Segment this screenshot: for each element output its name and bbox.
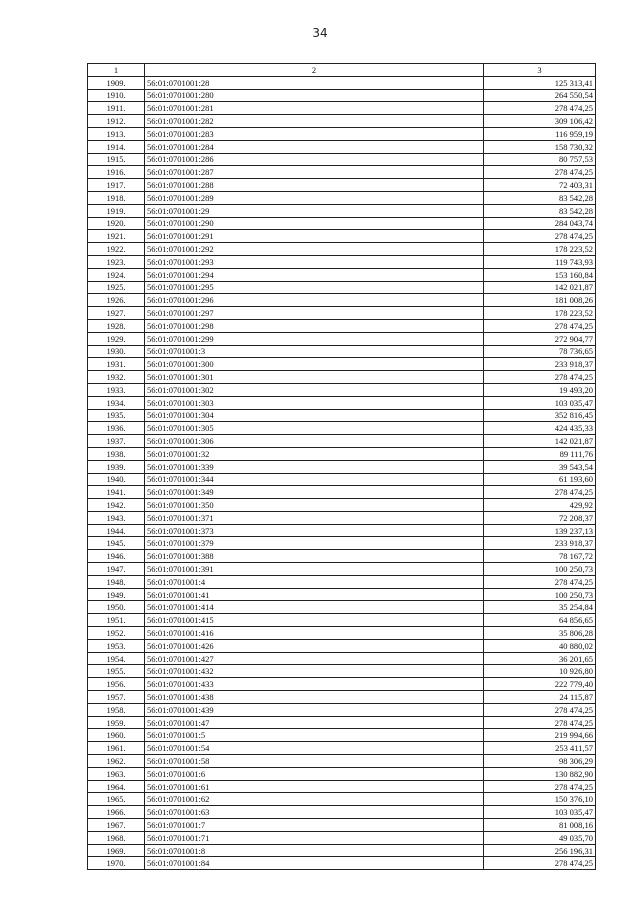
row-number-cell: 1970. — [88, 857, 145, 870]
value-cell: 19 493,20 — [484, 383, 596, 396]
value-cell: 78 167,72 — [484, 550, 596, 563]
row-number-cell: 1921. — [88, 230, 145, 243]
table-row — [88, 319, 596, 332]
row-number-cell: 1940. — [88, 473, 145, 486]
value-cell: 80 757,53 — [484, 153, 596, 166]
cadastral-number-cell: 56:01:0701001:292 — [145, 243, 484, 256]
table-row — [88, 627, 596, 640]
row-number-cell: 1928. — [88, 319, 145, 332]
row-number-cell: 1953. — [88, 639, 145, 652]
row-number-cell: 1957. — [88, 691, 145, 704]
table-row — [88, 844, 596, 857]
table-row — [88, 396, 596, 409]
row-number-cell: 1965. — [88, 793, 145, 806]
table-row — [88, 140, 596, 153]
table-row — [88, 294, 596, 307]
row-number-cell: 1969. — [88, 844, 145, 857]
table-row — [88, 793, 596, 806]
row-number-cell: 1946. — [88, 550, 145, 563]
value-cell: 98 306,29 — [484, 755, 596, 768]
table-row — [88, 652, 596, 665]
value-cell: 424 435,33 — [484, 422, 596, 435]
table-row — [88, 447, 596, 460]
value-cell: 72 403,31 — [484, 179, 596, 192]
cadastral-number-cell: 56:01:0701001:6 — [145, 767, 484, 780]
row-number-cell: 1968. — [88, 831, 145, 844]
row-number-cell: 1924. — [88, 268, 145, 281]
value-cell: 178 223,52 — [484, 243, 596, 256]
table-row — [88, 345, 596, 358]
row-number-cell: 1934. — [88, 396, 145, 409]
table-row — [88, 435, 596, 448]
value-cell: 352 816,45 — [484, 409, 596, 422]
value-cell: 278 474,25 — [484, 857, 596, 870]
column-header-1: 1 — [88, 64, 145, 77]
cadastral-number-cell: 56:01:0701001:426 — [145, 639, 484, 652]
value-cell: 103 035,47 — [484, 806, 596, 819]
row-number-cell: 1966. — [88, 806, 145, 819]
table-row — [88, 601, 596, 614]
value-cell: 89 111,76 — [484, 447, 596, 460]
value-cell: 278 474,25 — [484, 716, 596, 729]
table-row — [88, 153, 596, 166]
table-row — [88, 819, 596, 832]
cadastral-number-cell: 56:01:0701001:302 — [145, 383, 484, 396]
row-number-cell: 1912. — [88, 115, 145, 128]
cadastral-number-cell: 56:01:0701001:415 — [145, 614, 484, 627]
value-cell: 83 542,28 — [484, 191, 596, 204]
cadastral-number-cell: 56:01:0701001:414 — [145, 601, 484, 614]
table-row — [88, 511, 596, 524]
table-row — [88, 806, 596, 819]
cadastral-number-cell: 56:01:0701001:29 — [145, 204, 484, 217]
cadastral-number-cell: 56:01:0701001:291 — [145, 230, 484, 243]
value-cell: 253 411,57 — [484, 742, 596, 755]
table-row — [88, 639, 596, 652]
value-cell: 49 035,70 — [484, 831, 596, 844]
cadastral-number-cell: 56:01:0701001:432 — [145, 665, 484, 678]
row-number-cell: 1927. — [88, 307, 145, 320]
row-number-cell: 1963. — [88, 767, 145, 780]
value-cell: 39 543,54 — [484, 460, 596, 473]
table-row — [88, 268, 596, 281]
value-cell: 309 106,42 — [484, 115, 596, 128]
cadastral-number-cell: 56:01:0701001:379 — [145, 537, 484, 550]
value-cell: 103 035,47 — [484, 396, 596, 409]
table-row — [88, 255, 596, 268]
row-number-cell: 1936. — [88, 422, 145, 435]
table-row — [88, 537, 596, 550]
value-cell: 100 250,73 — [484, 563, 596, 576]
row-number-cell: 1918. — [88, 191, 145, 204]
table-row — [88, 115, 596, 128]
table-row — [88, 703, 596, 716]
table-row — [88, 243, 596, 256]
cadastral-number-cell: 56:01:0701001:349 — [145, 486, 484, 499]
cadastral-number-cell: 56:01:0701001:7 — [145, 819, 484, 832]
value-cell: 150 376,10 — [484, 793, 596, 806]
cadastral-number-cell: 56:01:0701001:284 — [145, 140, 484, 153]
cadastral-number-cell: 56:01:0701001:298 — [145, 319, 484, 332]
table-row — [88, 831, 596, 844]
table-row — [88, 563, 596, 576]
cadastral-number-cell: 56:01:0701001:293 — [145, 255, 484, 268]
row-number-cell: 1945. — [88, 537, 145, 550]
table-row — [88, 307, 596, 320]
table-row — [88, 217, 596, 230]
row-number-cell: 1925. — [88, 281, 145, 294]
value-cell: 158 730,32 — [484, 140, 596, 153]
value-cell: 233 918,37 — [484, 537, 596, 550]
value-cell: 64 856,65 — [484, 614, 596, 627]
value-cell: 222 779,40 — [484, 678, 596, 691]
value-cell: 278 474,25 — [484, 575, 596, 588]
cadastral-number-cell: 56:01:0701001:287 — [145, 166, 484, 179]
row-number-cell: 1949. — [88, 588, 145, 601]
cadastral-number-cell: 56:01:0701001:61 — [145, 780, 484, 793]
value-cell: 278 474,25 — [484, 486, 596, 499]
table-row — [88, 729, 596, 742]
cadastral-number-cell: 56:01:0701001:290 — [145, 217, 484, 230]
cadastral-number-cell: 56:01:0701001:54 — [145, 742, 484, 755]
table-row — [88, 473, 596, 486]
page-number: 34 — [312, 26, 328, 40]
row-number-cell: 1958. — [88, 703, 145, 716]
value-cell: 78 736,65 — [484, 345, 596, 358]
cadastral-number-cell: 56:01:0701001:295 — [145, 281, 484, 294]
row-number-cell: 1955. — [88, 665, 145, 678]
table-row — [88, 76, 596, 89]
value-cell: 130 882,90 — [484, 767, 596, 780]
table-row — [88, 332, 596, 345]
row-number-cell: 1931. — [88, 358, 145, 371]
row-number-cell: 1917. — [88, 179, 145, 192]
cadastral-number-cell: 56:01:0701001:388 — [145, 550, 484, 563]
cadastral-value-table — [87, 63, 596, 870]
row-number-cell: 1916. — [88, 166, 145, 179]
cadastral-number-cell: 56:01:0701001:283 — [145, 127, 484, 140]
cadastral-number-cell: 56:01:0701001:306 — [145, 435, 484, 448]
value-cell: 72 208,37 — [484, 511, 596, 524]
row-number-cell: 1913. — [88, 127, 145, 140]
table-row — [88, 89, 596, 102]
table-row — [88, 575, 596, 588]
cadastral-number-cell: 56:01:0701001:438 — [145, 691, 484, 704]
row-number-cell: 1956. — [88, 678, 145, 691]
cadastral-number-cell: 56:01:0701001:62 — [145, 793, 484, 806]
value-cell: 61 193,60 — [484, 473, 596, 486]
cadastral-number-cell: 56:01:0701001:28 — [145, 76, 484, 89]
table-row — [88, 550, 596, 563]
table-row — [88, 742, 596, 755]
table-row — [88, 691, 596, 704]
cadastral-number-cell: 56:01:0701001:297 — [145, 307, 484, 320]
row-number-cell: 1960. — [88, 729, 145, 742]
row-number-cell: 1911. — [88, 102, 145, 115]
cadastral-number-cell: 56:01:0701001:305 — [145, 422, 484, 435]
cadastral-number-cell: 56:01:0701001:32 — [145, 447, 484, 460]
table-row — [88, 499, 596, 512]
table-row — [88, 716, 596, 729]
row-number-cell: 1941. — [88, 486, 145, 499]
value-cell: 278 474,25 — [484, 102, 596, 115]
row-number-cell: 1933. — [88, 383, 145, 396]
row-number-cell: 1938. — [88, 447, 145, 460]
table-row — [88, 755, 596, 768]
value-cell: 278 474,25 — [484, 780, 596, 793]
cadastral-number-cell: 56:01:0701001:282 — [145, 115, 484, 128]
table-row — [88, 678, 596, 691]
cadastral-number-cell: 56:01:0701001:8 — [145, 844, 484, 857]
cadastral-number-cell: 56:01:0701001:280 — [145, 89, 484, 102]
table-row — [88, 102, 596, 115]
cadastral-number-cell: 56:01:0701001:301 — [145, 371, 484, 384]
cadastral-number-cell: 56:01:0701001:5 — [145, 729, 484, 742]
row-number-cell: 1942. — [88, 499, 145, 512]
row-number-cell: 1947. — [88, 563, 145, 576]
cadastral-number-cell: 56:01:0701001:304 — [145, 409, 484, 422]
table-row — [88, 588, 596, 601]
row-number-cell: 1939. — [88, 460, 145, 473]
value-cell: 429,92 — [484, 499, 596, 512]
row-number-cell: 1920. — [88, 217, 145, 230]
table-row — [88, 767, 596, 780]
cadastral-number-cell: 56:01:0701001:299 — [145, 332, 484, 345]
row-number-cell: 1959. — [88, 716, 145, 729]
value-cell: 81 008,16 — [484, 819, 596, 832]
value-cell: 278 474,25 — [484, 703, 596, 716]
row-number-cell: 1909. — [88, 76, 145, 89]
cadastral-number-cell: 56:01:0701001:58 — [145, 755, 484, 768]
cadastral-number-cell: 56:01:0701001:288 — [145, 179, 484, 192]
value-cell: 116 959,19 — [484, 127, 596, 140]
table-row — [88, 409, 596, 422]
table-row — [88, 383, 596, 396]
value-cell: 40 880,02 — [484, 639, 596, 652]
row-number-cell: 1937. — [88, 435, 145, 448]
cadastral-number-cell: 56:01:0701001:350 — [145, 499, 484, 512]
value-cell: 219 994,66 — [484, 729, 596, 742]
table-row — [88, 127, 596, 140]
row-number-cell: 1944. — [88, 524, 145, 537]
cadastral-number-cell: 56:01:0701001:300 — [145, 358, 484, 371]
cadastral-number-cell: 56:01:0701001:439 — [145, 703, 484, 716]
table-header-row — [88, 64, 596, 77]
row-number-cell: 1915. — [88, 153, 145, 166]
cadastral-number-cell: 56:01:0701001:391 — [145, 563, 484, 576]
cadastral-number-cell: 56:01:0701001:416 — [145, 627, 484, 640]
value-cell: 35 806,28 — [484, 627, 596, 640]
row-number-cell: 1950. — [88, 601, 145, 614]
table-row — [88, 204, 596, 217]
value-cell: 35 254,84 — [484, 601, 596, 614]
row-number-cell: 1948. — [88, 575, 145, 588]
cadastral-number-cell: 56:01:0701001:433 — [145, 678, 484, 691]
row-number-cell: 1932. — [88, 371, 145, 384]
value-cell: 256 196,31 — [484, 844, 596, 857]
value-cell: 83 542,28 — [484, 204, 596, 217]
value-cell: 278 474,25 — [484, 166, 596, 179]
value-cell: 278 474,25 — [484, 371, 596, 384]
row-number-cell: 1951. — [88, 614, 145, 627]
cadastral-number-cell: 56:01:0701001:63 — [145, 806, 484, 819]
table-row — [88, 191, 596, 204]
value-cell: 181 008,26 — [484, 294, 596, 307]
cadastral-number-cell: 56:01:0701001:339 — [145, 460, 484, 473]
value-cell: 278 474,25 — [484, 319, 596, 332]
cadastral-number-cell: 56:01:0701001:344 — [145, 473, 484, 486]
row-number-cell: 1922. — [88, 243, 145, 256]
value-cell: 24 115,87 — [484, 691, 596, 704]
value-cell: 142 021,87 — [484, 435, 596, 448]
row-number-cell: 1943. — [88, 511, 145, 524]
value-cell: 153 160,84 — [484, 268, 596, 281]
value-cell: 100 250,73 — [484, 588, 596, 601]
table-row — [88, 614, 596, 627]
cadastral-number-cell: 56:01:0701001:371 — [145, 511, 484, 524]
value-cell: 178 223,52 — [484, 307, 596, 320]
table-row — [88, 780, 596, 793]
row-number-cell: 1930. — [88, 345, 145, 358]
row-number-cell: 1964. — [88, 780, 145, 793]
value-cell: 278 474,25 — [484, 230, 596, 243]
cadastral-number-cell: 56:01:0701001:47 — [145, 716, 484, 729]
column-header-3: 3 — [484, 64, 596, 77]
cadastral-number-cell: 56:01:0701001:427 — [145, 652, 484, 665]
table-row — [88, 179, 596, 192]
cadastral-number-cell: 56:01:0701001:281 — [145, 102, 484, 115]
cadastral-number-cell: 56:01:0701001:286 — [145, 153, 484, 166]
value-cell: 10 926,80 — [484, 665, 596, 678]
row-number-cell: 1929. — [88, 332, 145, 345]
table-row — [88, 422, 596, 435]
row-number-cell: 1926. — [88, 294, 145, 307]
cadastral-number-cell: 56:01:0701001:3 — [145, 345, 484, 358]
table-row — [88, 371, 596, 384]
table-row — [88, 460, 596, 473]
row-number-cell: 1954. — [88, 652, 145, 665]
table-row — [88, 358, 596, 371]
row-number-cell: 1935. — [88, 409, 145, 422]
cadastral-number-cell: 56:01:0701001:71 — [145, 831, 484, 844]
value-cell: 142 021,87 — [484, 281, 596, 294]
table-row — [88, 230, 596, 243]
table-row — [88, 665, 596, 678]
cadastral-number-cell: 56:01:0701001:41 — [145, 588, 484, 601]
row-number-cell: 1910. — [88, 89, 145, 102]
value-cell: 119 743,93 — [484, 255, 596, 268]
value-cell: 233 918,37 — [484, 358, 596, 371]
cadastral-number-cell: 56:01:0701001:289 — [145, 191, 484, 204]
table-row — [88, 166, 596, 179]
row-number-cell: 1967. — [88, 819, 145, 832]
table-row — [88, 281, 596, 294]
cadastral-number-cell: 56:01:0701001:373 — [145, 524, 484, 537]
cadastral-number-cell: 56:01:0701001:303 — [145, 396, 484, 409]
column-header-2: 2 — [145, 64, 484, 77]
cadastral-number-cell: 56:01:0701001:4 — [145, 575, 484, 588]
row-number-cell: 1919. — [88, 204, 145, 217]
cadastral-number-cell: 56:01:0701001:84 — [145, 857, 484, 870]
value-cell: 125 313,41 — [484, 76, 596, 89]
row-number-cell: 1962. — [88, 755, 145, 768]
row-number-cell: 1923. — [88, 255, 145, 268]
table-row — [88, 857, 596, 870]
row-number-cell: 1914. — [88, 140, 145, 153]
table-row — [88, 524, 596, 537]
value-cell: 139 237,13 — [484, 524, 596, 537]
cadastral-number-cell: 56:01:0701001:296 — [145, 294, 484, 307]
value-cell: 36 201,65 — [484, 652, 596, 665]
value-cell: 264 550,54 — [484, 89, 596, 102]
cadastral-number-cell: 56:01:0701001:294 — [145, 268, 484, 281]
row-number-cell: 1961. — [88, 742, 145, 755]
table-body — [88, 64, 596, 870]
value-cell: 284 043,74 — [484, 217, 596, 230]
row-number-cell: 1952. — [88, 627, 145, 640]
table-row — [88, 486, 596, 499]
value-cell: 272 904,77 — [484, 332, 596, 345]
